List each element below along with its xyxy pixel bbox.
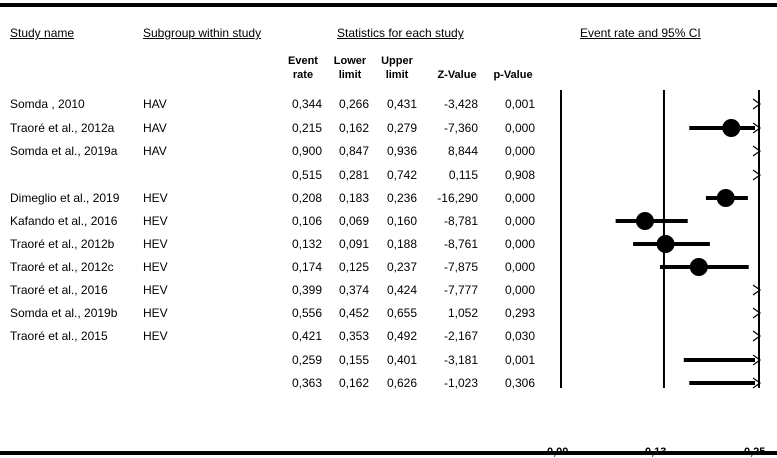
col-lower-limit: Lower limit: [333, 55, 367, 81]
cell-lower-limit: 0,374: [338, 283, 369, 297]
cell-study: Kafando et al., 2016: [10, 214, 118, 228]
point-estimate: [717, 189, 735, 207]
cell-lower-limit: 0,162: [338, 376, 369, 390]
point-estimate: [636, 212, 654, 230]
col-z-value: Z-Value: [437, 69, 477, 81]
cell-event-rate: 0,259: [291, 353, 322, 367]
cell-z-value: -7,777: [443, 283, 478, 297]
cell-z-value: -2,167: [443, 329, 478, 343]
cell-subgroup: HAV: [143, 144, 167, 158]
cell-study: Traoré et al., 2015: [10, 329, 108, 343]
cell-z-value: -8,781: [443, 214, 478, 228]
cell-lower-limit: 0,155: [338, 353, 369, 367]
cell-event-rate: 0,208: [291, 191, 322, 205]
cell-p-value: 0,908: [504, 168, 535, 182]
cell-z-value: -16,290: [437, 191, 478, 205]
cell-event-rate: 0,215: [291, 121, 322, 135]
cell-lower-limit: 0,162: [338, 121, 369, 135]
cell-z-value: -3,428: [443, 97, 478, 111]
cell-upper-limit: 0,431: [386, 97, 417, 111]
cell-p-value: 0,306: [504, 376, 535, 390]
cell-z-value: 0,115: [448, 168, 478, 182]
tick-label-2: 0,25: [744, 446, 766, 458]
cell-lower-limit: 0,183: [338, 191, 369, 205]
cell-event-rate: 0,900: [291, 144, 322, 158]
header-statistics: Statistics for each study: [337, 26, 464, 40]
cell-upper-limit: 0,237: [386, 260, 417, 274]
cell-subgroup: HEV: [143, 214, 168, 228]
cell-upper-limit: 0,188: [386, 237, 417, 251]
cell-upper-limit: 0,424: [386, 283, 417, 297]
cell-study: Somda et al., 2019b: [10, 306, 118, 320]
cell-event-rate: 0,132: [291, 237, 322, 251]
cell-lower-limit: 0,091: [338, 237, 369, 251]
cell-study: Traoré et al., 2016: [10, 283, 108, 297]
cell-upper-limit: 0,236: [386, 191, 417, 205]
header-subgroup: Subgroup within study: [143, 26, 262, 40]
cell-z-value: -7,360: [443, 121, 478, 135]
cell-p-value: 0,030: [504, 329, 535, 343]
cell-lower-limit: 0,452: [338, 306, 369, 320]
cell-study: Traoré et al., 2012c: [10, 260, 114, 274]
cell-subgroup: HEV: [143, 191, 168, 205]
cell-p-value: 0,000: [504, 260, 535, 274]
cell-p-value: 0,000: [504, 283, 535, 297]
cell-event-rate: 0,174: [291, 260, 322, 274]
cell-p-value: 0,000: [504, 144, 535, 158]
cell-subgroup: HEV: [143, 329, 168, 343]
cell-p-value: 0,001: [504, 97, 535, 111]
cell-p-value: 0,001: [504, 353, 535, 367]
col-p-value: p-Value: [493, 69, 533, 81]
cell-lower-limit: 0,281: [338, 168, 369, 182]
cell-subgroup: HEV: [143, 283, 168, 297]
cell-event-rate: 0,515: [291, 168, 322, 182]
tick-label-0: 0,00: [547, 446, 569, 458]
cell-p-value: 0,000: [504, 214, 535, 228]
point-estimate: [657, 235, 675, 253]
cell-lower-limit: 0,266: [338, 97, 369, 111]
cell-upper-limit: 0,655: [386, 306, 417, 320]
cell-study: Somda , 2010: [10, 97, 85, 111]
point-estimate: [722, 119, 740, 137]
cell-subgroup: HEV: [143, 237, 168, 251]
cell-lower-limit: 0,069: [338, 214, 369, 228]
cell-event-rate: 0,344: [291, 97, 322, 111]
cell-z-value: 8,844: [447, 144, 478, 158]
cell-study: Somda et al., 2019a: [10, 144, 118, 158]
cell-z-value: -3,181: [443, 353, 478, 367]
header-ci: Event rate and 95% CI: [580, 26, 701, 40]
cell-upper-limit: 0,401: [386, 353, 417, 367]
cell-subgroup: HEV: [143, 260, 168, 274]
cell-subgroup: HAV: [143, 97, 167, 111]
col-upper-limit: Upper limit: [381, 55, 413, 81]
cell-study: Traoré et al., 2012a: [10, 121, 115, 135]
cell-study: Dimeglio et al., 2019: [10, 191, 120, 205]
cell-upper-limit: 0,626: [386, 376, 417, 390]
cell-event-rate: 0,556: [291, 306, 322, 320]
cell-upper-limit: 0,492: [386, 329, 417, 343]
col-event-rate: Event rate: [288, 55, 318, 81]
cell-upper-limit: 0,742: [386, 168, 417, 182]
cell-z-value: -7,875: [443, 260, 478, 274]
cell-lower-limit: 0,847: [338, 144, 369, 158]
cell-z-value: 1,052: [447, 306, 478, 320]
cell-lower-limit: 0,353: [338, 329, 369, 343]
cell-z-value: -8,761: [443, 237, 478, 251]
cell-upper-limit: 0,279: [386, 121, 417, 135]
cell-event-rate: 0,106: [291, 214, 322, 228]
cell-p-value: 0,000: [504, 191, 535, 205]
cell-p-value: 0,000: [504, 237, 535, 251]
cell-event-rate: 0,421: [291, 329, 322, 343]
cell-subgroup: HEV: [143, 306, 168, 320]
cell-p-value: 0,000: [504, 121, 535, 135]
cell-upper-limit: 0,936: [386, 144, 417, 158]
header-study-name: Study name: [10, 26, 75, 40]
cell-z-value: -1,023: [443, 376, 478, 390]
cell-event-rate: 0,363: [291, 376, 322, 390]
tick-label-1: 0,13: [645, 446, 667, 458]
cell-event-rate: 0,399: [291, 283, 322, 297]
cell-lower-limit: 0,125: [338, 260, 369, 274]
cell-subgroup: HAV: [143, 121, 167, 135]
cell-p-value: 0,293: [504, 306, 535, 320]
cell-upper-limit: 0,160: [386, 214, 417, 228]
cell-study: Traoré et al., 2012b: [10, 237, 115, 251]
point-estimate: [690, 258, 708, 276]
